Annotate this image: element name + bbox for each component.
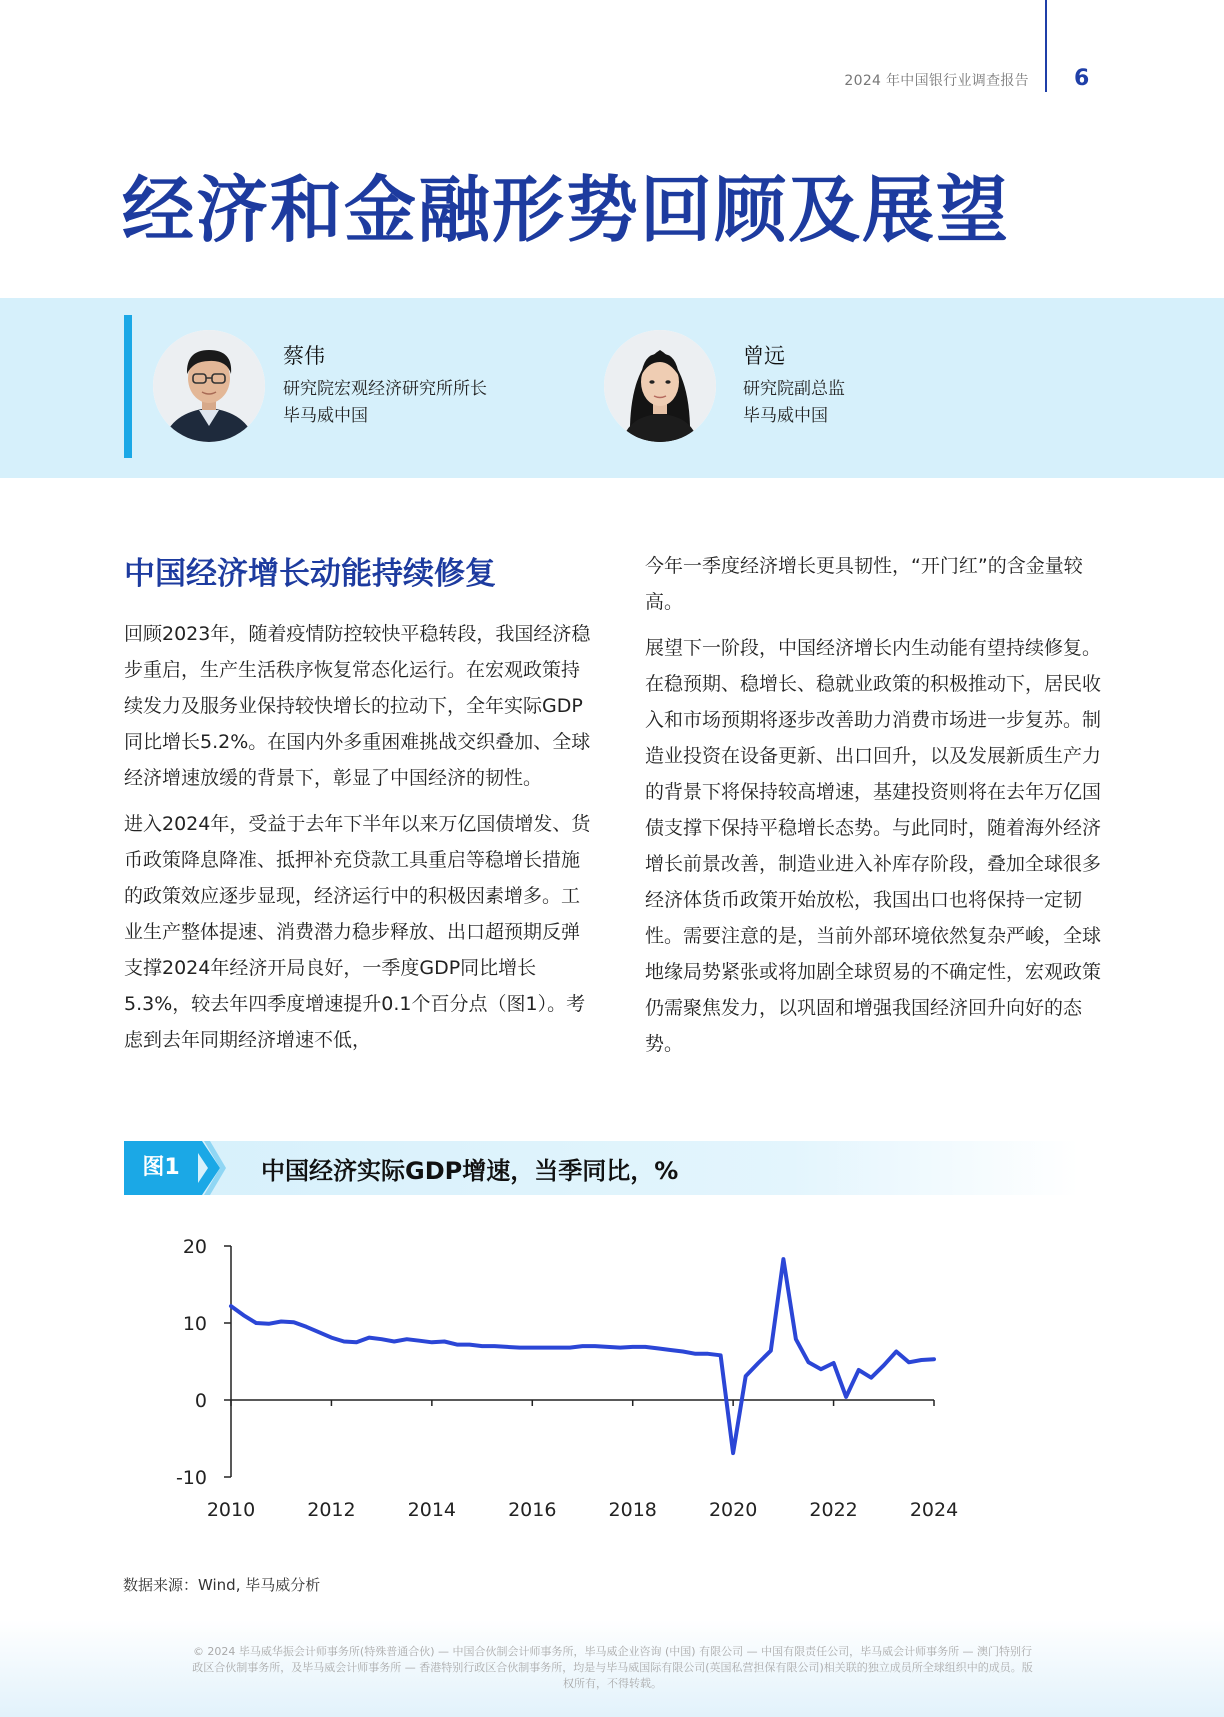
x-tick-label: 2022 (809, 1499, 858, 1521)
figure-source: 数据来源：Wind, 毕马威分析 (123, 1576, 321, 1594)
gdp-series-line (231, 1259, 934, 1453)
figure-title: 中国经济实际GDP增速，当季同比，% (261, 1157, 679, 1185)
x-tick-label: 2014 (407, 1499, 457, 1521)
paragraph: 今年一季度经济增长更具韧性，“开门红”的含金量较高。 (645, 555, 1083, 613)
author-2-name: 曾远 (743, 344, 785, 368)
page-title: 经济和金融形势回顾及展望 (122, 168, 1011, 252)
y-tick-label: 20 (182, 1236, 207, 1258)
x-tick-label: 2012 (307, 1499, 356, 1521)
x-tick-label: 2020 (708, 1499, 758, 1521)
author-2-org: 毕马威中国 (743, 406, 828, 426)
footer-copyright: © 2024 毕马威华振会计师事务所(特殊普通合伙) — 中国合伙制会计师事务所，毕马威企业咨询 (中国) 有限公司 — 中国有限责任公司，毕马威会计师事务所 — 澳门特别行政区合伙制事务所，及毕马威会计师事务所 — 香港特别行政区合伙制事务所，均是与毕马威国际有限公司(英国私营担保有限公司)相关联的独立成员所全球组织中的成员。版权所有，不得转载。 (192, 1645, 1033, 1690)
y-tick-label: -10 (175, 1467, 207, 1489)
paragraph: 回顾2023年，随着疫情防控较快平稳转段，我国经济稳步重启，生产生活秩序恢复常态化运行。在宏观政策持续发力及服务业保持较快增长的拉动下，全年实际GDP同比增长5.2%。在国内外多重困难挑战交织叠加、全球经济增速放缓的背景下，彰显了中国经济的韧性。 (124, 623, 591, 789)
paragraph: 展望下一阶段，中国经济增长内生动能有望持续修复。在稳预期、稳增长、稳就业政策的积极推动下，居民收入和市场预期将逐步改善助力消费市场进一步复苏。制造业投资在设备更新、出口回升，以及发展新质生产力的背景下将保持较高增速，基建投资则将在去年万亿国债支撑下保持平稳增长态势。与此同时，随着海外经济增长前景改善，制造业进入补库存阶段，叠加全球很多经济体货币政策开始放松，我国出口也将保持一定韧性。需要注意的是，当前外部环境依然复杂严峻，全球地缘局势紧张或将加剧全球贸易的不确定性，宏观政策仍需聚焦发力，以巩固和增强我国经济回升向好的态势。 (645, 637, 1102, 1055)
y-tick-label: 0 (194, 1390, 207, 1412)
x-tick-label: 2016 (508, 1499, 557, 1521)
author-1-name: 蔡伟 (283, 344, 325, 368)
author-2-role: 研究院副总监 (743, 379, 845, 399)
page-number: 6 (1074, 66, 1090, 91)
section-heading: 中国经济增长动能持续修复 (124, 556, 496, 592)
y-tick-label: 10 (182, 1313, 207, 1335)
author-1-role: 研究院宏观经济研究所所长 (283, 379, 487, 399)
author-1-org: 毕马威中国 (283, 406, 368, 426)
x-tick-label: 2024 (909, 1499, 959, 1521)
x-tick-label: 2018 (608, 1499, 657, 1521)
report-title: 2024 年中国银行业调查报告 (844, 73, 1029, 89)
paragraph: 进入2024年，受益于去年下半年以来万亿国债增发、货币政策降息降准、抵押补充贷款工具重启等稳增长措施的政策效应逐步显现，经济运行中的积极因素增多。工业生产整体提速、消费潜力稳步释放、出口超预期反弹支撑2024年经济开局良好，一季度GDP同比增长5.3%，较去年四季度增速提升0.1个百分点（图1）。考虑到去年同期经济增速不低， (124, 813, 591, 1051)
x-tick-label: 2010 (206, 1499, 256, 1521)
figure-tag: 图1 (124, 1141, 198, 1195)
